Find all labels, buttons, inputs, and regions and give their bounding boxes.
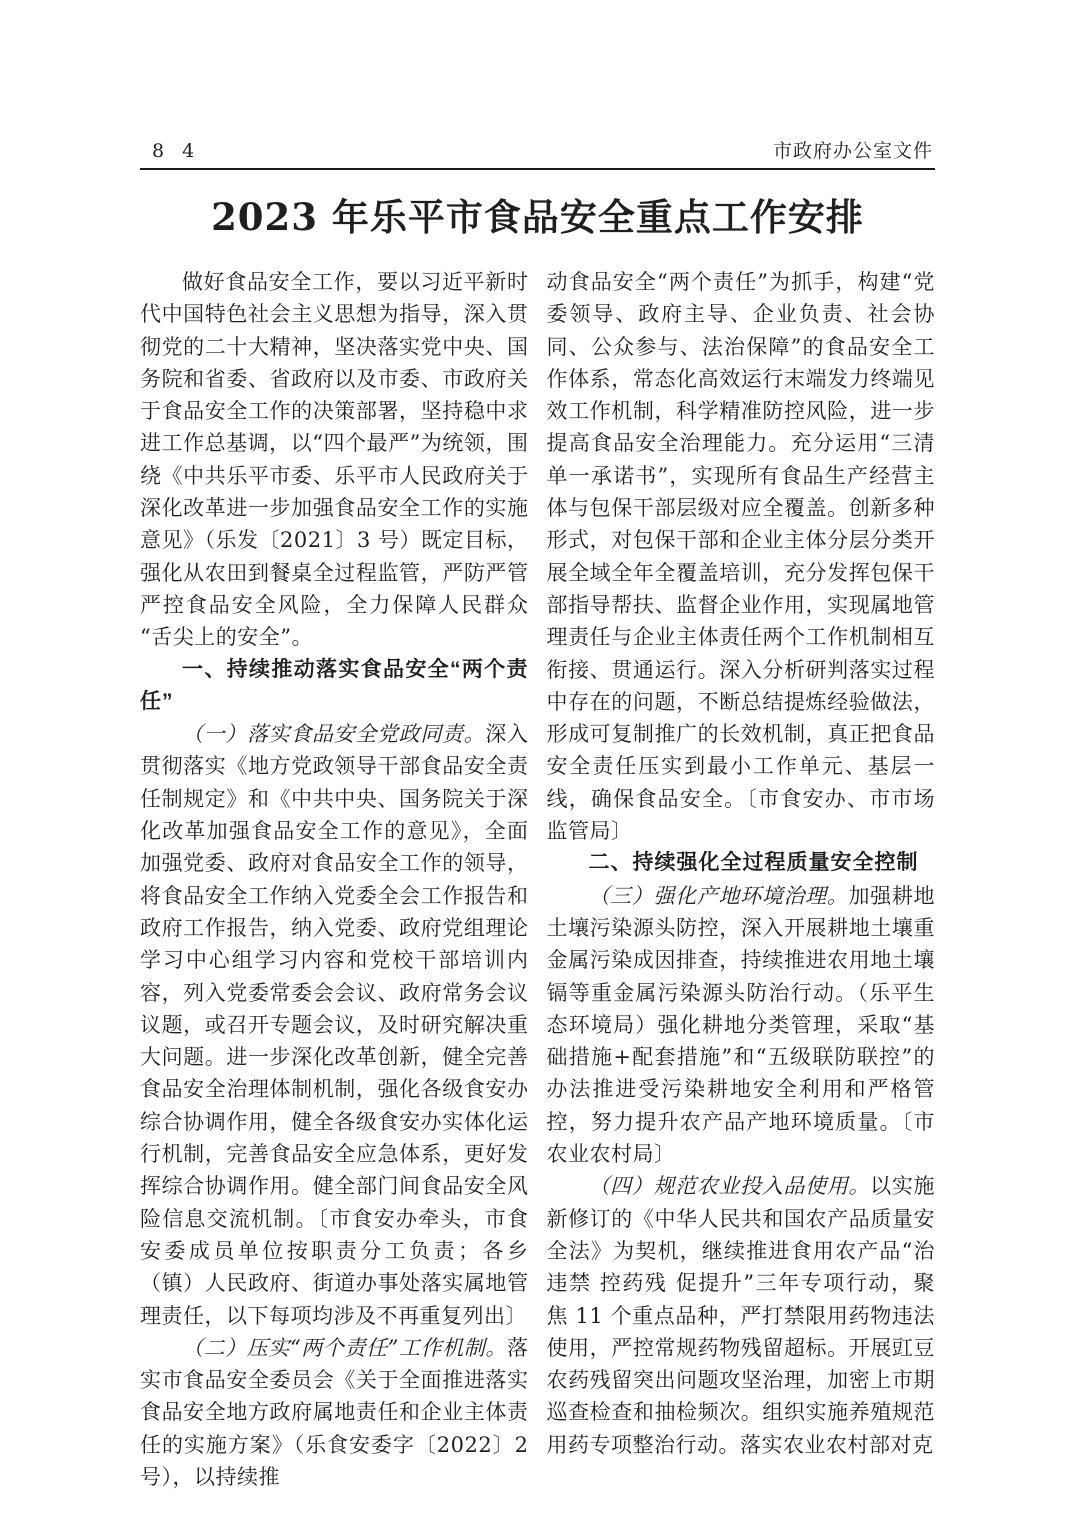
item-lead-text: （二）压实“两个责任”工作机制。: [182, 1335, 507, 1360]
item-lead-text: （三）强化产地环境治理。: [588, 883, 849, 908]
body-text: 加强耕地土壤污染源头防控，深入开展耕地土壤重金属污染成因排查，持续推进农用地土壤镉等重金属污染源头防治行动。（乐平生态环境局）强化耕地分类管理，采取“基础措施+配套措施”和“五级联防联控”的办法推进受污染耕地安全利用和严格管控，努力提升农产品产地环境质量。〔市农业农村局〕: [546, 883, 935, 1167]
right-column: [547, 266, 936, 1493]
paragraph: [140, 266, 529, 654]
page-content: [140, 0, 935, 1493]
paragraph: [140, 718, 529, 1332]
body-text: 以实施新修订的《中华人民共和国农产品质量安全法》为契机，继续推进食用农产品“治违禁 控药残 促提升”三年专项行动，聚焦 11 个重点品种，严打禁限用药物违法使用，严控常规药物残留超标。开展豇豆农药残留突出问题攻坚治理，加密上市期巡查检查和抽检频次。组织实施养殖规范用药专项整治行动。落实农业农村部对克: [546, 1174, 936, 1457]
paragraph: [547, 266, 936, 847]
header-doc-label: 市政府办公室文件: [772, 140, 933, 162]
body-text: 动食品安全“两个责任”为抓手，构建“党委领导、政府主导、企业负责、社会协同、公众参与、法治保障”的食品安全工作体系，常态化高效运行末端发力终端见效工作机制，科学精准防控风险，进一步提高食品安全治理能力。充分运用“三清单一承诺书”，实现所有食品生产经营主体与包保干部层级对应全覆盖。创新多种形式，对包保干部和企业主体分层分类开展全域全年全覆盖培训，充分发挥包保干部指导帮扶、监督企业作用，实现属地管理责任与企业主体责任两个工作机制相互衔接、贯通运行。深入分析研判落实过程中存在的问题，不断总结提炼经验做法，形成可复制推广的长效机制，真正把食品安全责任压实到最小工作单元、基层一线，确保食品安全。〔市食安办、市市场监管局〕: [546, 270, 935, 844]
left-column: [140, 266, 529, 1493]
body-text: 做好食品安全工作，要以习近平新时代中国特色社会主义思想为指导，深入贯彻党的二十大精神，坚决落实党中央、国务院和省委、省政府以及市委、市政府关于食品安全工作的决策部署，坚持稳中求进工作总基调，以“四个最严”为统领，围绕《中共乐平市委、乐平市人民政府关于深化改革进一步加强食品安全工作的实施意见》（乐发〔2021〕3 号）既定目标，强化从农田到餐桌全过程监管，严防严管严控食品安全风险，全力保障人民群众“舌尖上的安全”。: [140, 270, 529, 650]
body-text: 二、持续强化全过程质量安全控制: [588, 851, 919, 875]
page-header: [140, 140, 935, 170]
document-title: 2023 年乐平市食品安全重点工作安排: [211, 195, 864, 239]
section-heading: [140, 654, 529, 719]
item-lead-text: （四）规范农业投入品使用。: [588, 1174, 871, 1199]
two-column-body: [140, 266, 935, 1493]
page-number: 8 4: [152, 140, 201, 162]
body-text: 深入贯彻落实《地方党政领导干部食品安全责任制规定》和《中共中央、国务院关于深化改革加强食品安全工作的意见》，全面加强党委、政府对食品安全工作的领导，将食品安全工作纳入党委全会工作报告和政府工作报告，纳入党委、政府党组理论学习中心组学习内容和党校干部培训内容，列入党委常委会会议、政府常务会议议题，或召开专题会议，及时研究解决重大问题。进一步深化改革创新，健全完善食品安全治理体制机制，强化各级食安办综合协调作用，健全各级食安办实体化运行机制，完善食品安全应急体系，更好发挥综合协调作用。健全部门间食品安全风险信息交流机制。〔市食安办牵头，市食安委成员单位按职责分工负责；各乡（镇）人民政府、街道办事处落实属地管理责任，以下每项均涉及不再重复列出〕: [140, 722, 529, 1328]
section-heading: [547, 847, 936, 879]
body-text: 落实市食品安全委员会《关于全面推进落实食品安全地方政府属地责任和企业主体责任的实施方案》（乐食安委字〔2022〕2 号），以持续推: [140, 1335, 529, 1489]
body-text: 一、持续推动落实食品安全“两个责任”: [140, 657, 529, 713]
item-lead-text: （一）落实食品安全党政同责。: [182, 722, 486, 747]
paragraph: [547, 880, 936, 1171]
paragraph: [547, 1170, 936, 1461]
paragraph: [140, 1332, 529, 1493]
